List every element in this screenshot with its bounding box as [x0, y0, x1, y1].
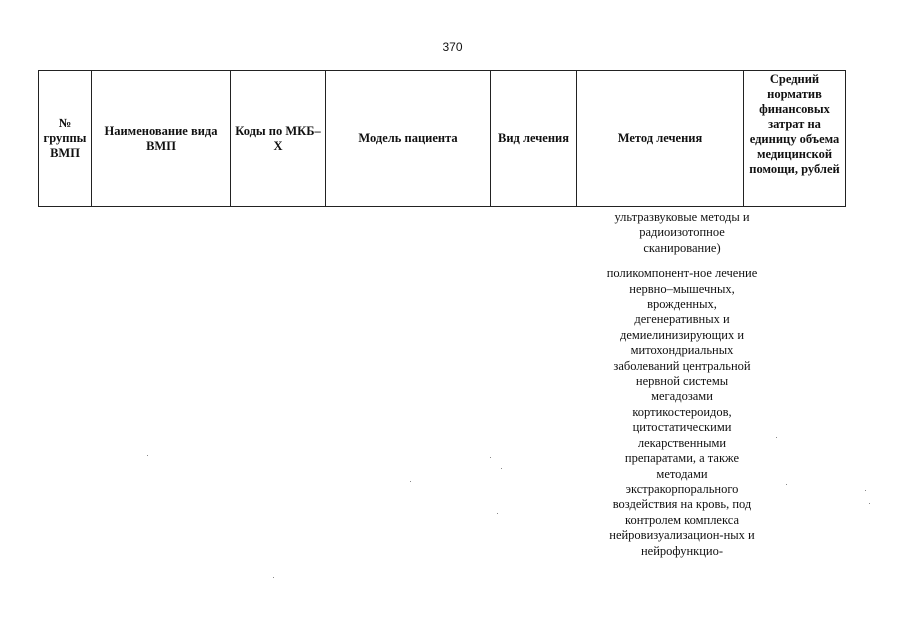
- col-icd-codes: Коды по МКБ–Х: [231, 71, 326, 207]
- col-vmp-name: Наименование вида ВМП: [92, 71, 231, 207]
- scan-speck: [147, 455, 148, 456]
- col-treatment-method: Метод лечения: [577, 71, 744, 207]
- col-group-number: № группы ВМП: [39, 71, 92, 207]
- page-number: 370: [442, 40, 463, 54]
- scan-speck: [490, 457, 491, 458]
- method-text-continued: ультразвуковые методы и радиоизотопное сканирование): [614, 210, 750, 255]
- scan-speck: [273, 577, 274, 578]
- scan-speck: [497, 513, 498, 514]
- scan-speck: [501, 468, 502, 469]
- col-average-cost: Средний норматив финансовых затрат на единицу объема медицинской помощи, рублей: [744, 71, 846, 207]
- col-treatment-type: Вид лечения: [491, 71, 577, 207]
- table-header-row: [39, 71, 846, 207]
- table-header: [38, 70, 846, 207]
- method-text-main: поликомпонент-ное лечение нервно–мышечных, врожденных, дегенеративных и демиелинизирующих и митохондриальных заболеваний центральной нервной системы мегадозами кортикостероидов, цитостатическими лекарственными препаратами, а также методами экстракорпорального воздействия на кровь, под контролем комплекса нейровизуализацион-ных и нейрофункцио-: [606, 266, 758, 558]
- col-patient-model: Модель пациента: [326, 71, 491, 207]
- scan-speck: [786, 484, 787, 485]
- treatment-method-cell: [604, 210, 760, 559]
- scan-speck: [865, 490, 866, 491]
- scan-speck: [869, 503, 870, 504]
- scan-speck: [776, 437, 777, 438]
- scan-speck: [410, 481, 411, 482]
